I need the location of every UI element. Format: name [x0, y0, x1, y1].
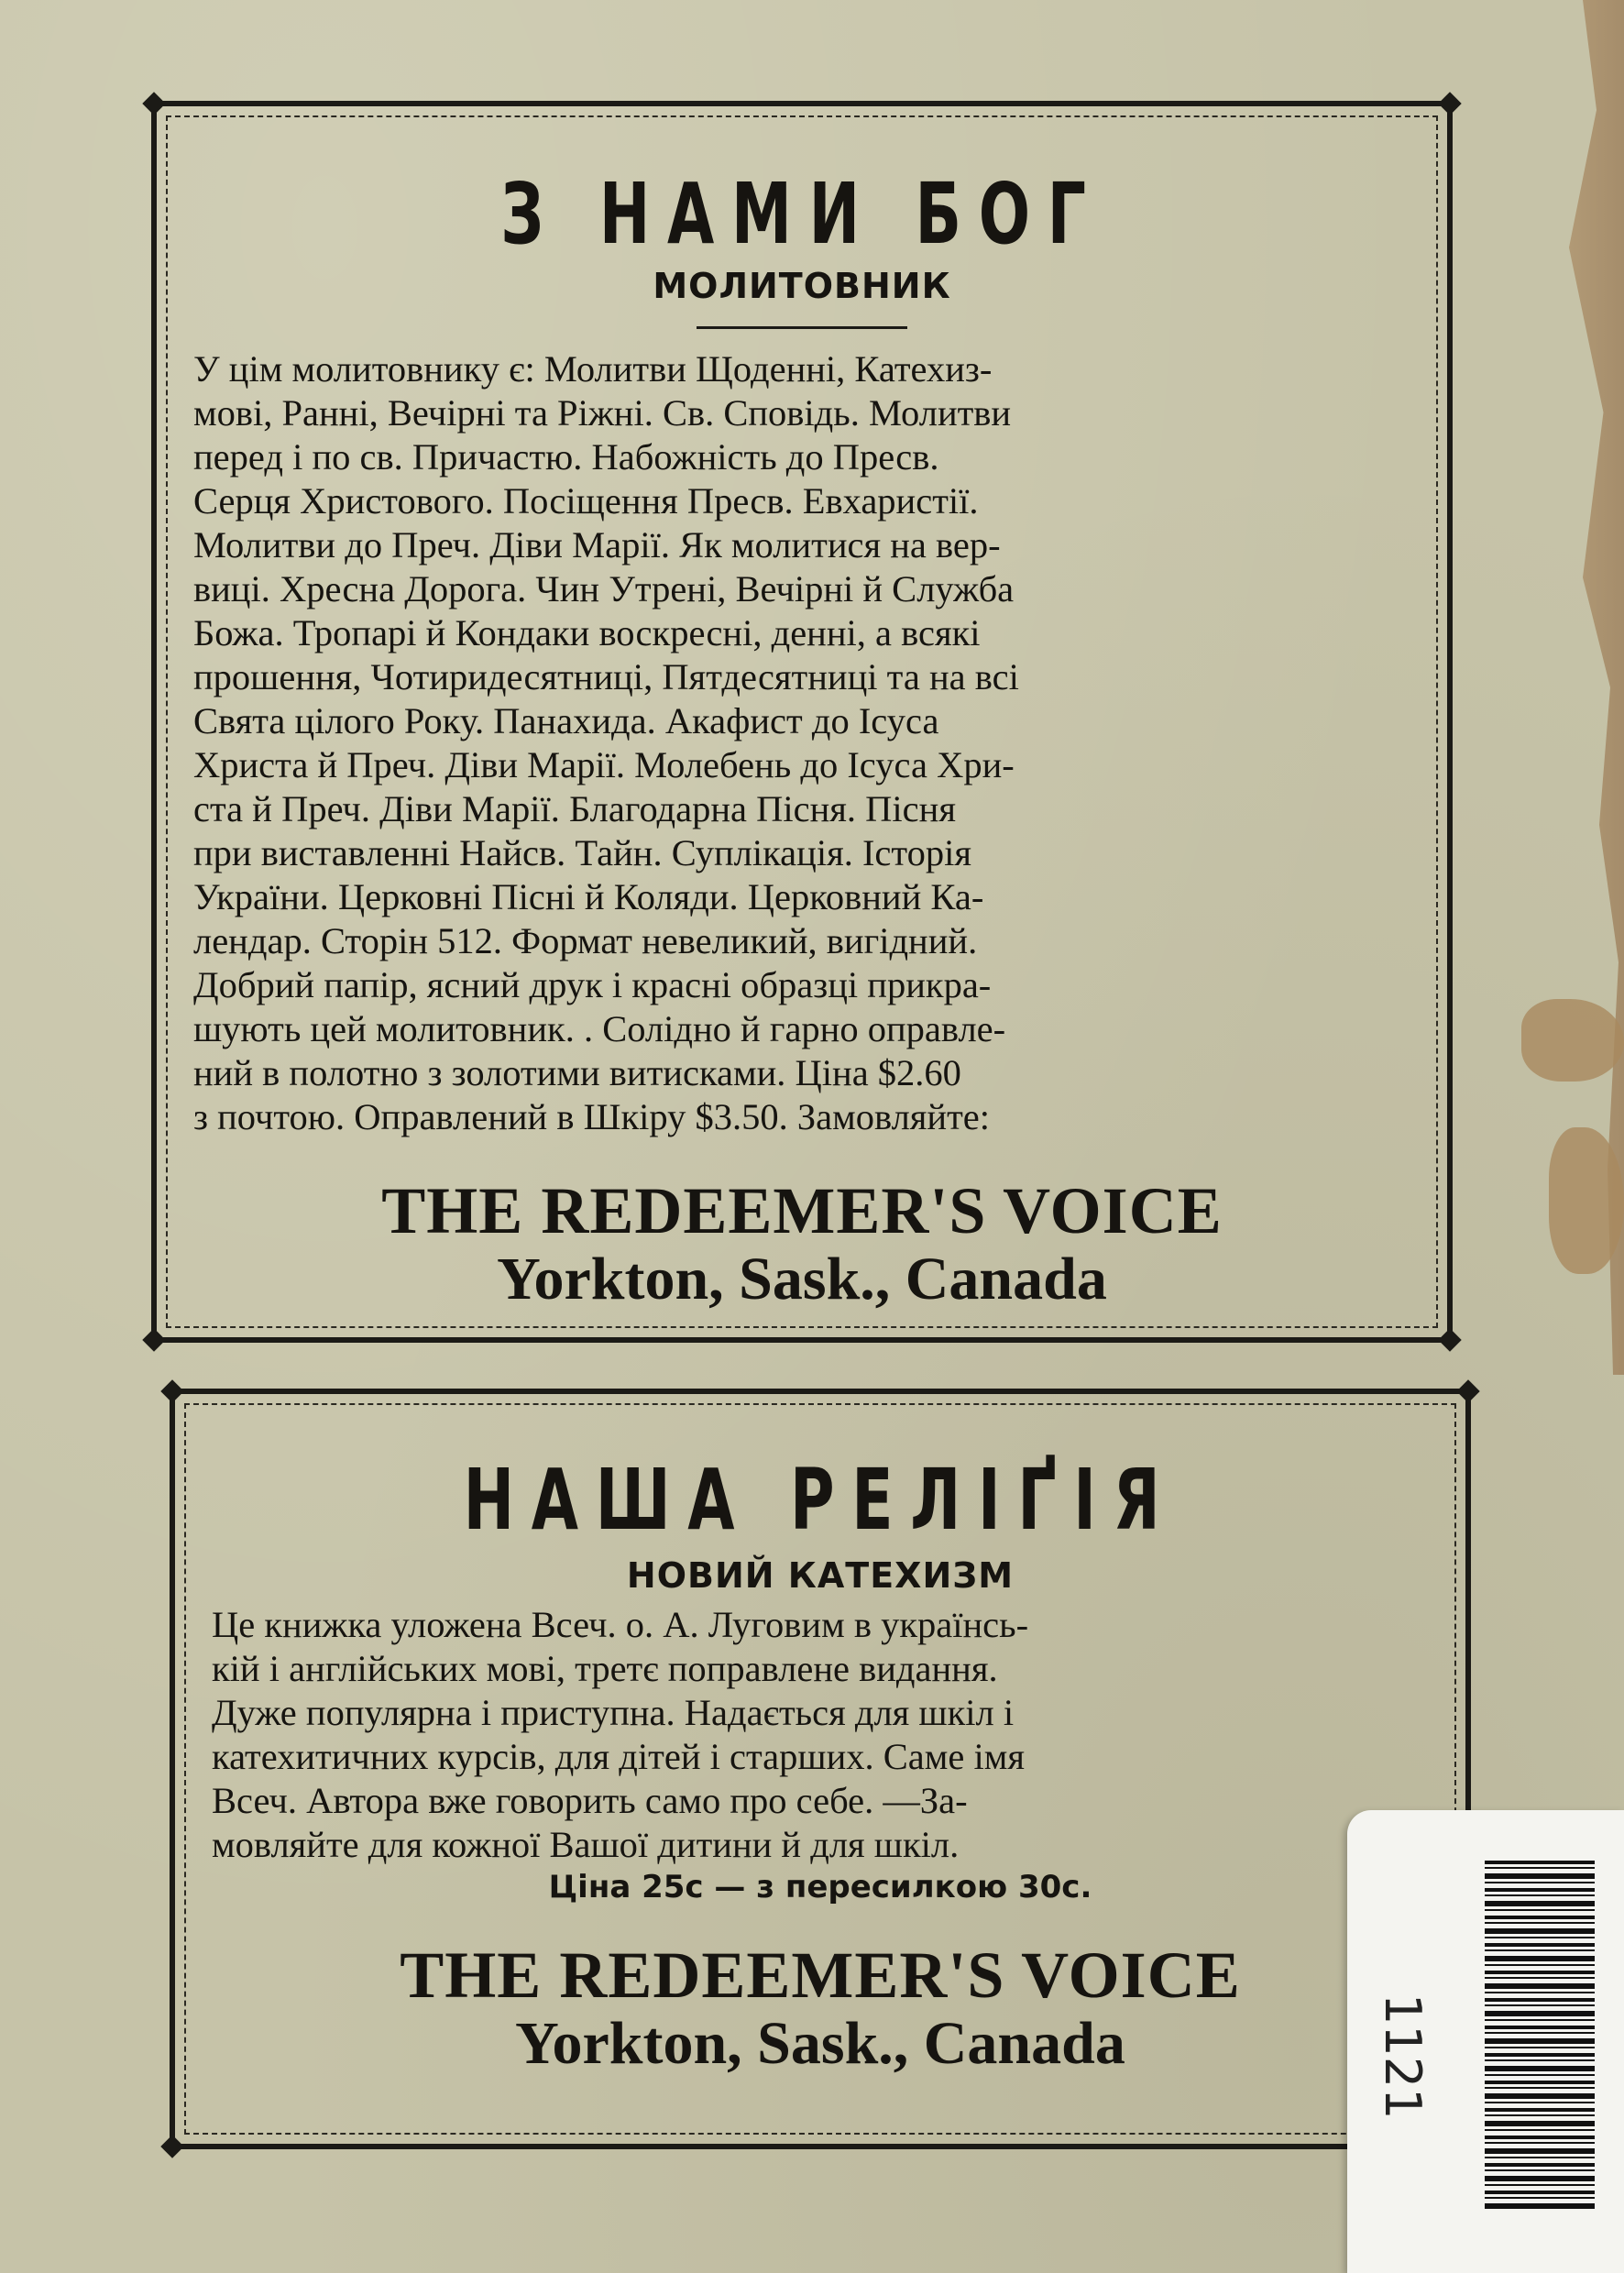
text-line: Серця Христового. Посіщення Пресв. Евхаристії.	[193, 480, 979, 522]
text-line: Свята цілого Року. Панахида. Акафист до Ісуса	[193, 700, 939, 741]
text-line: при виставленні Найсв. Тайн. Суплікація. Історія	[193, 832, 971, 873]
text-line: перед і по св. Причастю. Набожність до Пресв.	[193, 436, 939, 478]
text-line: виці. Хресна Дорога. Чин Утрені, Вечірні й Служба	[193, 568, 1015, 609]
text-line: Добрий папір, ясний друк і красні образці прикра-	[193, 964, 992, 1005]
ad-title: З НАМИ БОГ	[500, 165, 1103, 263]
barcode-icon	[1485, 1861, 1595, 2209]
barcode-number: 1121	[1374, 1993, 1432, 2120]
catechism-advertisement	[170, 1389, 1471, 2149]
text-line: Це книжка уложена Всеч. о. А. Луговим в українсь-	[212, 1604, 1029, 1645]
library-barcode-sticker	[1347, 1810, 1624, 2273]
divider	[697, 326, 907, 329]
paper-damage	[1521, 999, 1624, 1082]
text-line: кій і англійських мові, третє поправлене видання.	[212, 1648, 998, 1689]
text-line: ний в полотно з золотими витисками. Ціна $2.60	[193, 1052, 961, 1093]
ad-title: НАША РЕЛІҐІЯ	[463, 1451, 1178, 1549]
text-line: України. Церковні Пісні й Коляди. Церковний Ка-	[193, 876, 984, 917]
ad-subtitle: НОВИЙ КАТЕХИЗМ	[626, 1555, 1015, 1596]
text-line: прошення, Чотиридесятниці, Пятдесятниці та на всі	[193, 656, 1019, 697]
text-line: Дуже популярна і приступна. Надається для шкіл і	[212, 1692, 1015, 1733]
price-line: Ціна 25c — з пересилкою 30c.	[548, 1869, 1092, 1905]
prayerbook-advertisement	[151, 101, 1453, 1343]
ad-description	[193, 347, 1410, 1139]
text-line: мовляйте для кожної Вашої дитини й для шкіл.	[212, 1824, 960, 1865]
border-ornament	[142, 1328, 165, 1351]
border-ornament	[160, 2135, 183, 2158]
text-line: мові, Ранні, Вечірні та Ріжні. Св. Сповідь. Молитви	[193, 392, 1012, 434]
publisher-address: Yorkton, Sask., Canada	[515, 2010, 1125, 2077]
paper-damage	[1549, 1127, 1624, 1274]
text-line: У цім молитовнику є: Молитви Щоденні, Катехиз-	[193, 348, 993, 390]
text-line: Христа й Преч. Діви Марії. Молебень до Ісуса Хри-	[193, 744, 1015, 785]
text-line: з почтою. Оправлений в Шкіру $3.50. Замовляйте:	[193, 1096, 991, 1137]
publisher-name: THE REDEEMER'S VOICE	[381, 1174, 1223, 1247]
ad-subtitle: МОЛИТОВНИК	[653, 266, 951, 306]
publisher-address: Yorkton, Sask., Canada	[497, 1246, 1107, 1312]
text-line: шують цей молитовник. . Солідно й гарно оправле-	[193, 1008, 1006, 1049]
text-line: лендар. Сторін 512. Формат невеликий, вигідний.	[193, 920, 978, 961]
text-line: Молитви до Преч. Діви Марії. Як молитися на вер-	[193, 524, 1001, 566]
text-line: катехитичних курсів, для дітей і старших. Саме імя	[212, 1736, 1025, 1777]
text-line: Божа. Тропарі й Кондаки воскресні, денні, а всякі	[193, 612, 981, 653]
border-ornament	[1438, 1328, 1461, 1351]
ad-description	[212, 1603, 1429, 1867]
publisher-name: THE REDEEMER'S VOICE	[400, 1938, 1241, 2012]
text-line: Всеч. Автора вже говорить само про себе. —За-	[212, 1780, 968, 1821]
text-line: ста й Преч. Діви Марії. Благодарна Пісня. Пісня	[193, 788, 956, 829]
